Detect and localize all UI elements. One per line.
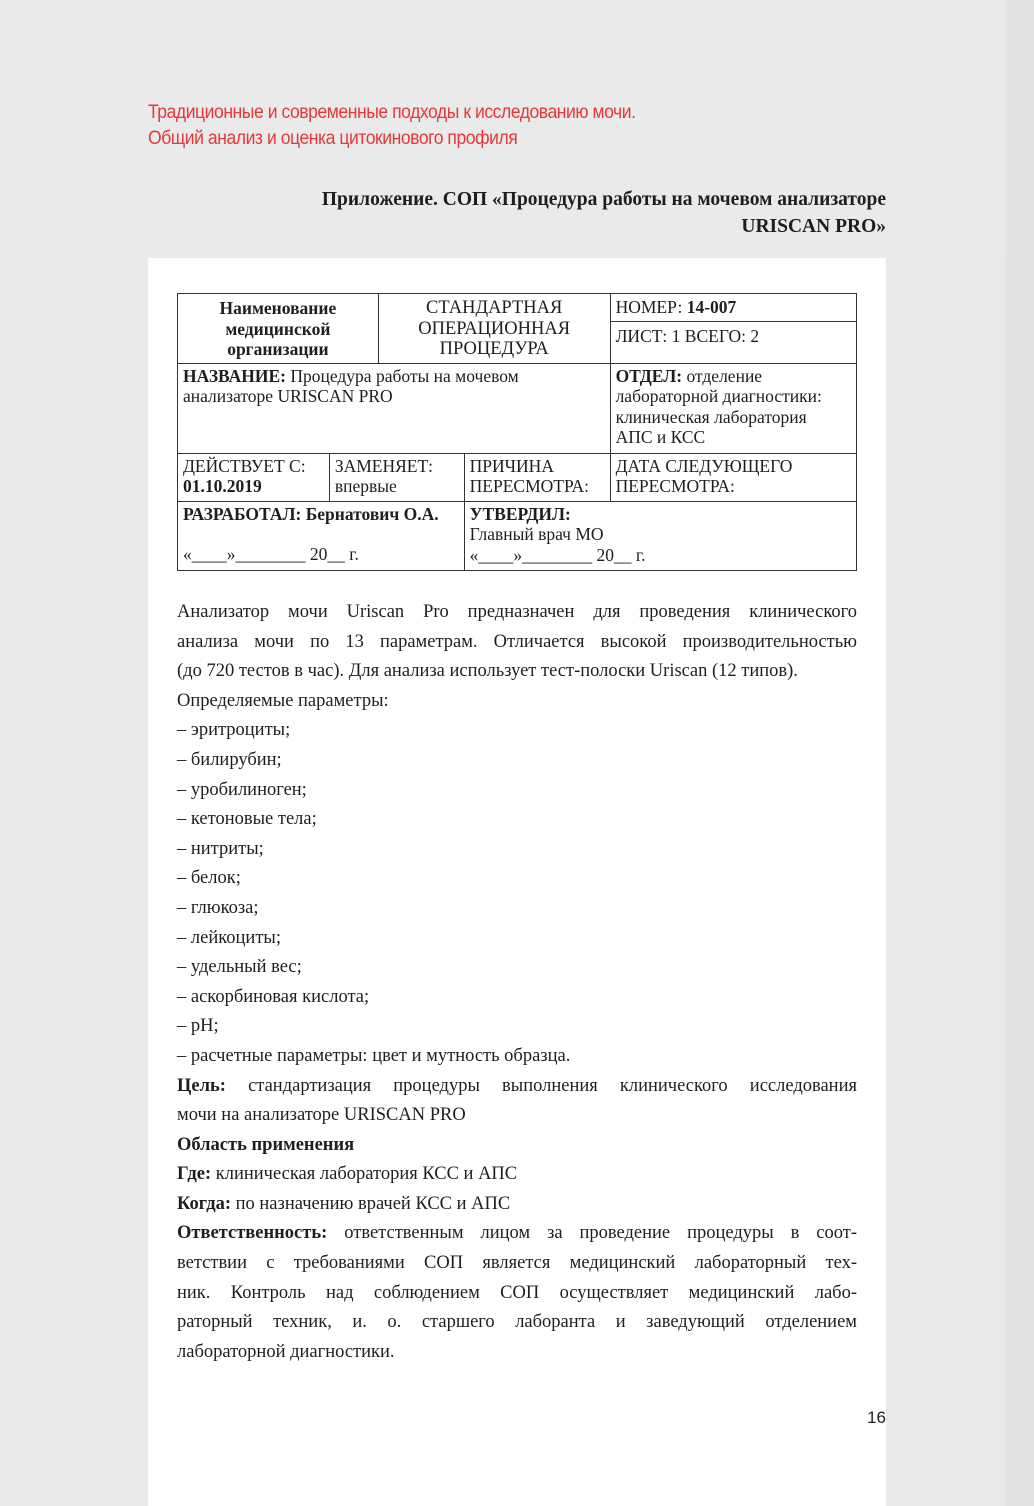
effective-date-value: 01.10.2019	[183, 476, 262, 496]
where-text: клиническая лаборатория КСС и АПС	[215, 1164, 518, 1185]
next-review-cell	[610, 453, 856, 501]
responsibility-line: лабораторной диагностики.	[177, 1341, 395, 1362]
parameter-item: – аскорбиновая кислота;	[177, 986, 370, 1007]
responsibility-text: ответственным лицом за проведение процедуры в соот-	[344, 1223, 858, 1244]
page-number: 16	[867, 1408, 886, 1427]
parameter-item: – расчетные параметры: цвет и мутность образца.	[177, 1045, 571, 1066]
department-label: ОТДЕЛ:	[615, 365, 683, 386]
developed-by: РАЗРАБОТАЛ: Бернатович О.А.	[183, 503, 439, 524]
department-value: АПС и КСС	[615, 427, 706, 447]
procedure-type-line: ПРОЦЕДУРА	[439, 339, 549, 359]
intro-line: Анализатор мочи Uriscan Pro предназначен для проведения клинического	[177, 602, 857, 622]
goal-text: стандартизация процедуры выполнения клинического исследования	[248, 1075, 857, 1096]
replaces-label: ЗАМЕНЯЕТ:	[334, 455, 434, 476]
appendix-title	[186, 186, 886, 240]
responsibility-line: ник. Контроль над соблюдением СОП осуществляет медицинский лабо-	[177, 1282, 857, 1303]
sheet-info-cell: ЛИСТ: 1 ВСЕГО: 2	[610, 321, 856, 363]
responsibility-line: ветствии с требованиями СОП является медицинский лабораторный тех-	[177, 1253, 857, 1274]
review-reason-cell	[464, 453, 610, 501]
where-line	[177, 1160, 857, 1190]
parameter-item: – белок;	[177, 868, 241, 889]
scope-heading: Область применения	[177, 1134, 355, 1155]
responsibility-line: раторный техник, и. о. старшего лаборанта и заведующий отделением	[177, 1312, 857, 1333]
running-head-line: Традиционные и современные подходы к исследованию мочи.	[148, 101, 636, 123]
org-name-line: Наименование	[219, 298, 337, 318]
review-reason-line: ПЕРЕСМОТРА:	[469, 476, 589, 496]
approved-by: Главный врач МО	[469, 524, 604, 544]
developed-by-cell	[178, 501, 465, 570]
parameter-item: – нитриты;	[177, 838, 264, 859]
appendix-title-line: Приложение. СОП «Процедура работы на мочевом анализаторе	[321, 189, 886, 210]
approved-label: УТВЕРДИЛ:	[469, 503, 571, 524]
responsibility-label: Ответственность:	[177, 1223, 328, 1244]
approved-date: «____»________ 20__ г.	[469, 544, 646, 565]
when-text: по назначению врачей КСС и АПС	[235, 1193, 511, 1214]
developed-date: «____»________ 20__ г.	[183, 544, 359, 564]
next-review-line: ДАТА СЛЕДУЮЩЕГО	[615, 455, 793, 476]
running-head	[148, 99, 636, 151]
approved-by-cell	[464, 501, 856, 570]
effective-date-cell	[178, 453, 330, 501]
department-value: отделение	[686, 365, 763, 386]
department-value: клиническая лаборатория	[615, 406, 807, 427]
parameter-item: – глюкоза;	[177, 897, 259, 918]
replaces-value: впервые	[334, 476, 397, 496]
title-value: анализаторе URISCAN PRO	[183, 386, 393, 406]
goal-label: Цель:	[177, 1075, 226, 1096]
right-margin-strip	[1005, 0, 1034, 1506]
intro-line: анализа мочи по 13 параметрам. Отличается высокой производительностью	[177, 631, 857, 652]
number-value: 14-007	[686, 297, 737, 317]
parameter-item: – билирубин;	[177, 749, 282, 770]
parameter-item: – эритроциты;	[177, 720, 291, 741]
number-label: НОМЕР:	[615, 297, 683, 317]
procedure-type-cell	[378, 294, 610, 364]
title-cell	[178, 363, 611, 453]
review-reason-line: ПРИЧИНА	[469, 455, 554, 476]
sop-body-text	[177, 598, 857, 1367]
replaces-cell	[329, 453, 464, 501]
where-label: Где:	[177, 1164, 212, 1185]
department-cell	[610, 363, 856, 453]
parameter-item: – лейкоциты;	[177, 927, 281, 948]
when-label: Когда:	[177, 1193, 231, 1214]
parameter-item: – удельный вес;	[177, 957, 302, 978]
intro-line: (до 720 тестов в час). Для анализа использует тест-полоски Uriscan (12 типов).	[177, 661, 798, 682]
org-name-line: организации	[227, 339, 329, 359]
goal-text: мочи на анализаторе URISCAN PRO	[177, 1105, 466, 1126]
org-name-cell	[178, 294, 379, 364]
procedure-type-line: ОПЕРАЦИОННАЯ	[418, 318, 571, 339]
appendix-title-line: URISCAN PRO»	[741, 216, 886, 237]
running-head-line: Общий анализ и оценка цитокинового профиля	[148, 127, 518, 149]
procedure-type-line: СТАНДАРТНАЯ	[426, 298, 563, 318]
parameter-item: – pH;	[177, 1016, 219, 1037]
parameter-item: – кетоновые тела;	[177, 809, 317, 830]
title-value: Процедура работы на мочевом	[290, 365, 519, 386]
when-line	[177, 1190, 857, 1220]
goal-paragraph	[177, 1072, 857, 1102]
title-label: НАЗВАНИЕ:	[183, 365, 286, 386]
effective-date-label: ДЕЙСТВУЕТ С:	[183, 455, 306, 476]
org-name-line: медицинской	[225, 318, 331, 339]
next-review-line: ПЕРЕСМОТРА:	[615, 476, 735, 496]
number-cell	[610, 294, 856, 322]
responsibility-line	[177, 1219, 857, 1249]
document-sheet	[148, 258, 886, 1506]
parameters-heading: Определяемые параметры:	[177, 690, 389, 711]
department-value: лабораторной диагностики:	[615, 386, 822, 406]
parameter-item: – уробилиноген;	[177, 779, 307, 800]
sop-header-table	[177, 293, 857, 571]
